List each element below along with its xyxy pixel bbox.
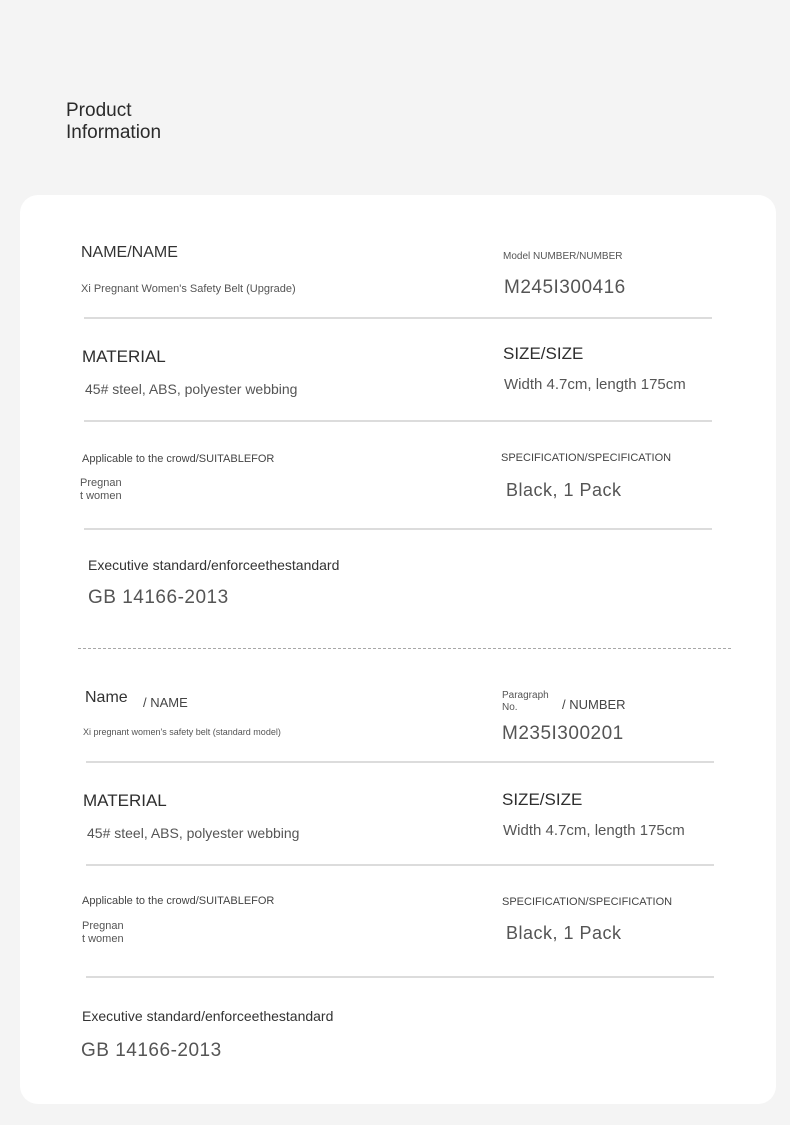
p1-size-value: Width 4.7cm, length 175cm: [504, 376, 686, 393]
p2-crowd-label: Applicable to the crowd/SUITABLEFOR: [82, 895, 275, 907]
divider: [84, 420, 712, 422]
divider: [86, 761, 714, 763]
p2-size-value: Width 4.7cm, length 175cm: [503, 822, 685, 839]
p1-standard-value: GB 14166-2013: [88, 587, 229, 608]
p1-model-value: M245I300416: [504, 277, 626, 298]
page-title-line-2: Information: [66, 122, 162, 143]
p1-material-label: MATERIAL: [82, 347, 166, 366]
p2-size-label: SIZE/SIZE: [502, 790, 583, 809]
p2-name-label: Name: [85, 689, 128, 706]
p1-crowd-label: Applicable to the crowd/SUITABLEFOR: [82, 453, 275, 465]
p2-model-value: M235I300201: [502, 723, 624, 744]
p2-model-label-suffix: / NUMBER: [562, 697, 626, 712]
p2-standard-label: Executive standard/enforceethestandard: [82, 1008, 334, 1024]
p2-model-label: Paragraph No.: [502, 690, 549, 713]
p1-name-label: NAME/NAME: [81, 244, 178, 261]
page-title-line-1: Product: [66, 100, 132, 121]
p2-standard-value: GB 14166-2013: [81, 1040, 222, 1061]
divider: [84, 528, 712, 530]
p1-name-value: Xi Pregnant Women's Safety Belt (Upgrade): [81, 283, 296, 295]
p1-size-label: SIZE/SIZE: [503, 344, 584, 363]
p1-material-value: 45# steel, ABS, polyester webbing: [85, 381, 298, 397]
product-info-card: [20, 195, 776, 1104]
p2-name-label-suffix: / NAME: [143, 695, 188, 710]
p1-crowd-value: Pregnan t women: [80, 477, 122, 502]
page-title: [66, 100, 206, 144]
p2-material-value: 45# steel, ABS, polyester webbing: [87, 825, 300, 841]
p2-spec-value: Black, 1 Pack: [506, 923, 622, 943]
divider: [86, 864, 714, 866]
product-separator: [78, 648, 731, 649]
p2-material-label: MATERIAL: [83, 791, 167, 810]
divider: [86, 976, 714, 978]
p2-name-value: Xi pregnant women's safety belt (standard model): [83, 727, 281, 737]
p1-standard-label: Executive standard/enforceethestandard: [88, 557, 340, 573]
p2-spec-label: SPECIFICATION/SPECIFICATION: [502, 896, 673, 908]
divider: [84, 317, 712, 319]
p1-spec-value: Black, 1 Pack: [506, 480, 622, 500]
p1-model-label: Model NUMBER/NUMBER: [503, 251, 623, 262]
p2-crowd-value: Pregnan t women: [82, 920, 124, 945]
p1-spec-label: SPECIFICATION/SPECIFICATION: [501, 452, 672, 464]
